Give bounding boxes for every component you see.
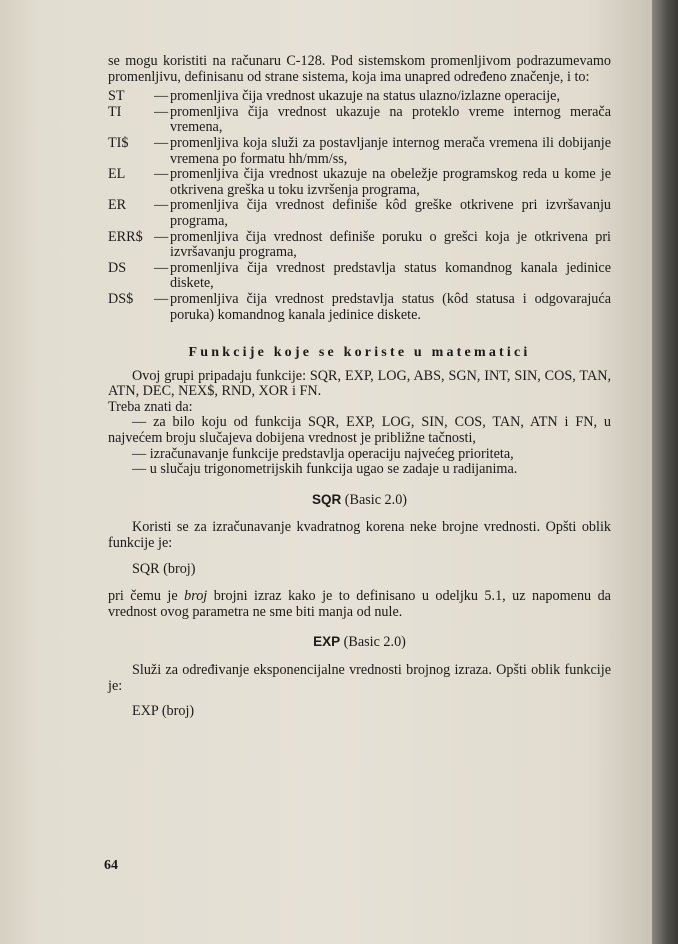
sqr-subheading xyxy=(108,492,611,509)
exp-version: (Basic 2.0) xyxy=(343,634,406,651)
exp-formula: EXP (broj) xyxy=(132,703,195,720)
system-variable-list xyxy=(108,89,611,323)
note-item: — u slučaju trigonometrijskih funkcija ugao se zadaje u radijanima. xyxy=(132,461,518,478)
page-content xyxy=(108,54,611,732)
term: ST xyxy=(108,88,125,105)
exp-description: Služi za određivanje eksponencijalne vrednosti brojnog izraza. Opšti oblik funkcije je: xyxy=(108,662,611,694)
term: ER xyxy=(108,197,127,214)
dash: — xyxy=(154,134,169,151)
dash: — xyxy=(154,103,169,120)
note-item: — izračunavanje funkcije predstavlja operaciju najvećeg prioriteta, xyxy=(132,445,514,462)
sqr-formula: SQR (broj) xyxy=(132,560,196,577)
sqr-version: (Basic 2.0) xyxy=(344,491,408,508)
definition-st xyxy=(108,89,611,105)
exp-name: EXP xyxy=(313,634,341,650)
text-run: pri čemu je xyxy=(108,588,185,605)
dash: — xyxy=(154,88,169,105)
dash: — xyxy=(154,197,169,214)
definition-el xyxy=(108,167,611,198)
definition-text: promenljiva čija vrednost definiše poruku o grešci koja je otkrivena pri izvršavanju programa, xyxy=(170,228,611,261)
exp-subheading xyxy=(108,634,611,651)
definition-text: promenljiva čija vrednost predstavlja status komandnog kanala jedinice diskete, xyxy=(170,259,611,292)
dash: — xyxy=(154,290,169,307)
definition-ds-string xyxy=(108,292,611,323)
definition-text: promenljiva čija vrednost predstavlja status (kôd statusa i odgovarajuća poruka) komandnog kanala jedinice diskete. xyxy=(170,290,611,323)
definition-ti xyxy=(108,105,611,136)
term: ERR$ xyxy=(108,228,143,245)
page-number: 64 xyxy=(104,858,118,873)
definition-er xyxy=(108,198,611,229)
text-run: brojni izraz kako je to definisano u odeljku 5.1, uz napomenu da vrednost ovog parametra ne sme biti manja od nule. xyxy=(108,588,611,620)
term: DS xyxy=(108,259,127,276)
term: TI$ xyxy=(108,134,129,151)
definition-text: promenljiva čija vrednost definiše kôd greške otkrivene pri izvršavanju programa, xyxy=(170,197,611,229)
definition-text: promenljiva čija vrednost ukazuje na proteklo vreme internog merača vremena, xyxy=(170,103,611,136)
definition-ti-string xyxy=(108,136,611,167)
dash: — xyxy=(154,228,169,245)
intro-paragraph: se mogu koristiti na računaru C-128. Pod sistemskom promenljivom podrazumevamo promenljivu, definisanu od strane sistema, koja ima unapred određeno značenje, i to: xyxy=(108,53,611,85)
definition-text: promenljiva koja služi za postavljanje internog merača vremena ili dobijanje vremena po formatu hh/mm/ss, xyxy=(170,134,611,167)
dash: — xyxy=(154,166,169,183)
term: DS$ xyxy=(108,290,134,307)
sqr-description: Koristi se za izračunavanje kvadratnog korena neke brojne vrednosti. Opšti oblik funkcije je: xyxy=(108,519,611,552)
sqr-explanation xyxy=(108,589,611,620)
definition-ds xyxy=(108,261,611,292)
sqr-name: SQR xyxy=(311,491,342,507)
section-intro: Ovoj grupi pripadaju funkcije: SQR, EXP, LOG, ABS, SGN, INT, SIN, COS, TAN, ATN, DEC, NEX$, RND, XOR i FN. xyxy=(108,367,611,400)
term: EL xyxy=(108,166,126,183)
term: TI xyxy=(108,103,122,120)
know-label: Treba znati da: xyxy=(108,398,193,415)
definition-err-string xyxy=(108,230,611,261)
dash: — xyxy=(154,259,169,276)
section-heading: Funkcije koje se koriste u matematici xyxy=(188,345,531,361)
definition-text: promenljiva čija vrednost ukazuje na obeležje programskog reda u kome je otkrivena greška u toku izvršenja programa, xyxy=(170,166,611,198)
note-item: — za bilo koju od funkcija SQR, EXP, LOG, SIN, COS, TAN, ATN i FN, u najvećem broju slučajeva dobijena vrednost je približne tačnosti, xyxy=(108,414,611,447)
param-name: broj xyxy=(184,588,208,605)
book-spine-edge xyxy=(652,0,678,944)
definition-text: promenljiva čija vrednost ukazuje na status ulazno/izlazne operacije, xyxy=(170,88,560,105)
